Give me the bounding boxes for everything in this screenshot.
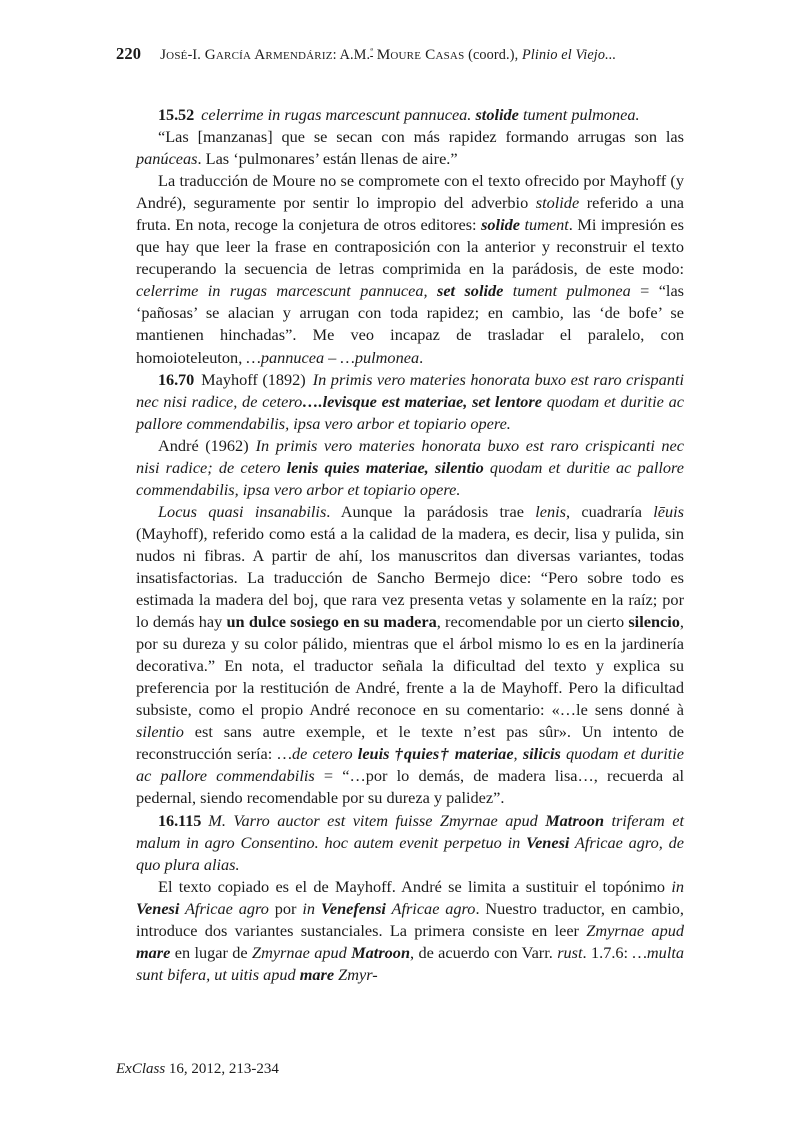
c115-zmyrnae-apud-2: Zmyrnae apud bbox=[252, 942, 352, 962]
locus-reconstruction-comma: , bbox=[513, 744, 523, 764]
commentary-term-set-solide: set solide bbox=[436, 281, 504, 301]
lemma-reference-15-52: 15.52 bbox=[158, 105, 195, 124]
paragraph-lemma-andre bbox=[136, 435, 684, 501]
running-head-ordinal: ª bbox=[370, 47, 373, 58]
commentary-term-tument: tument bbox=[519, 215, 569, 235]
lemma-text-b-bold: stolide bbox=[475, 105, 519, 124]
locus-text-j: , por su dureza y su color pálido, mientras que el árbol mismo lo es en la jardinería decorativa.” En nota, el traductor señala la dificultad del texto y explica su preferencia por la restitución de André, frente a la de Mayhoff. Pero la dificultad subsiste, como el propio André reconoce en su comentario: «…le sens donné à bbox=[136, 612, 684, 720]
c115-venesi: Venesi bbox=[136, 898, 180, 918]
translation-text-a: “Las [manzanas] que se secan con más rapidez formando arrugas son las bbox=[158, 127, 684, 147]
page-folio-number: 220 bbox=[116, 44, 142, 63]
lemma-115-venesi: Venesi bbox=[526, 832, 570, 852]
c115-in-1: in bbox=[671, 876, 684, 896]
lemma-115-text-c: triferam et malum in agro Consentino. hoc autem evenit perpetuo in bbox=[136, 810, 684, 852]
paragraph-lemma-16-70-mayhoff bbox=[136, 369, 684, 435]
locus-term-leuis: lēuis bbox=[653, 501, 685, 521]
commentary-text-l: . bbox=[419, 347, 424, 367]
c115-zmyr-catchword: Zmyr- bbox=[334, 964, 378, 984]
locus-text-f: (Mayhoff), referido como está a la calidad de la madera, es decir, lisa y pulida, sin nudos ni fibras. A partir de ahí, los manuscritos dan diversas variantes, todas insatisfactorias. La traducción de Sancho Bermejo dice: “Pero sobre todo es estimada la madera del boj, que rara vez presenta vetas y solamente en la raíz; por lo demás hay bbox=[136, 523, 684, 632]
c115-text-i: . Nuestro traductor, en cambio, introduce dos variantes sustanciales. La primera consiste en leer bbox=[136, 898, 684, 940]
c115-varro-quote: …multa sunt bifera, ut uitis apud bbox=[136, 942, 685, 984]
c115-zmyrnae-apud-1: Zmyrnae apud bbox=[586, 920, 684, 940]
running-head-editor-smallcaps: Moure Casas bbox=[376, 46, 465, 63]
running-head-separator: : A.M. bbox=[332, 47, 371, 63]
c115-mare-2: mare bbox=[299, 964, 335, 984]
locus-text-h: , recomendable por un cierto bbox=[436, 612, 629, 632]
andre-text-b-bold: lenis quies materiae, silentio bbox=[286, 457, 484, 477]
lemma-reference-16-115: 16.115 bbox=[158, 810, 202, 830]
locus-quote-dulce-sosiego: un dulce sosiego en su madera bbox=[226, 612, 437, 632]
lemma-115-matroon: Matroon bbox=[545, 810, 605, 830]
running-head-editor-suffix: (coord.), bbox=[464, 47, 522, 63]
locus-quote-silencio: silencio bbox=[628, 612, 680, 632]
lemma-reference-16-70: 16.70 bbox=[158, 369, 195, 389]
commentary-text-c: referido a una fruta. En nota, recoge la conjetura de otros editores: bbox=[136, 193, 685, 235]
commentary-term-stolide: stolide bbox=[535, 193, 580, 213]
text-column bbox=[136, 104, 684, 986]
paragraph-commentary-locus bbox=[136, 501, 684, 810]
locus-reconstruction-tail: quodam et duritie ac pallore commendabilis bbox=[136, 744, 685, 786]
paragraph-commentary-16-115 bbox=[136, 876, 684, 986]
lemma-source-mayhoff: Mayhoff (1892) bbox=[201, 369, 306, 389]
c115-in-2: in bbox=[302, 898, 321, 918]
c115-text-a: El texto copiado es el de Mayhoff. André se limita a sustituir el topónimo bbox=[158, 876, 672, 896]
c115-text-o: , de acuerdo con Varr. bbox=[410, 942, 558, 962]
lemma-115-text-e: Africae agro, de quo plura alias. bbox=[136, 832, 684, 874]
commentary-quote-tument-pulmonea: tument pulmonea bbox=[503, 281, 631, 301]
running-head-citation bbox=[160, 46, 616, 64]
commentary-text-a: La traducción de Moure no se compromete con el texto ofrecido por Mayhoff (y André), seguramente por sentir lo impropio del adverbio bbox=[136, 171, 684, 213]
lemma-text-a: celerrime in rugas marcescunt pannucea. bbox=[201, 105, 476, 124]
footer-journal-name: ExClass bbox=[116, 1061, 166, 1077]
running-head-author-initial: -I. bbox=[187, 47, 205, 63]
locus-reconstruction-leuis-quies: leuis †quies† materiae bbox=[357, 744, 514, 764]
running-head-booktitle: Plinio el Viejo... bbox=[521, 47, 617, 63]
c115-africae-agro-1: Africae agro bbox=[179, 898, 269, 918]
lemma-text-c: tument pulmonea. bbox=[518, 105, 640, 124]
locus-text-d: , cuadraría bbox=[566, 501, 654, 521]
lemma-source-andre: André (1962) bbox=[158, 435, 249, 455]
locus-term-lenis: lenis bbox=[535, 501, 566, 521]
lemma-115-text-a: M. Varro auctor est vitem fuisse Zmyrnae apud bbox=[208, 810, 546, 830]
c115-text-e: por bbox=[268, 898, 303, 918]
locus-term-silentio: silentio bbox=[136, 722, 184, 742]
locus-text-b: . Aunque la parádosis trae bbox=[326, 501, 536, 521]
c115-mare-1: mare bbox=[136, 942, 171, 962]
running-head-author-smallcaps-last: García Armendáriz bbox=[204, 46, 333, 63]
page-footer bbox=[116, 1061, 279, 1078]
paragraph-lemma-15-52 bbox=[136, 104, 684, 126]
running-head-author-smallcaps-first: José bbox=[160, 46, 188, 63]
c115-africae-agro-2: Africae agro bbox=[385, 898, 476, 918]
c115-venefensi: Venefensi bbox=[320, 898, 386, 918]
translation-text-c: . Las ‘pulmonares’ están llenas de aire.” bbox=[197, 149, 458, 169]
commentary-homoioteleuton: …pannucea – …pulmonea bbox=[246, 347, 420, 367]
locus-text-r: = “…por lo demás, de madera lisa…, recuerda al pedernal, siendo recomendable por su dureza y palidez”. bbox=[136, 766, 684, 808]
c115-text-l: en lugar de bbox=[170, 942, 253, 962]
paragraph-translation-15-52 bbox=[136, 126, 684, 170]
commentary-term-solide: solide bbox=[481, 215, 520, 235]
paragraph-lemma-16-115 bbox=[136, 810, 684, 876]
commentary-text-j: = “las ‘pañosas’ se alacian y arrugan con toda rapidez; en cambio, las ‘de bofe’ se mantienen hinchadas”. Me veo incapaz de trasladar el paralelo, con homoioteleuton, bbox=[136, 281, 685, 367]
mayhoff-text-c: quodam et duritie ac pallore commendabilis, ipsa vero arbor et topiario opere. bbox=[136, 391, 684, 433]
locus-reconstruction-a: …de cetero bbox=[277, 744, 358, 764]
mayhoff-text-a: In primis vero materies honorata buxo est raro crispanti nec nisi radice, de cetero bbox=[136, 369, 684, 411]
c115-rust: rust bbox=[557, 942, 583, 962]
commentary-quote-celerrime: celerrime in rugas marcescunt pannucea, bbox=[136, 281, 437, 301]
andre-text-a: In primis vero materies honorata buxo est raro crispicanti nec nisi radice; de cetero bbox=[136, 435, 684, 477]
paragraph-commentary-moure bbox=[136, 170, 684, 368]
locus-text-l: est sans autre exemple, et le texte n’est pas sûr». Un intento de reconstrucción sería: bbox=[136, 722, 684, 764]
c115-text-q: . 1.7.6: bbox=[582, 942, 633, 962]
mayhoff-text-b-bold: ….levisque est materiae, set lentore bbox=[302, 391, 542, 411]
running-head bbox=[116, 44, 688, 68]
translation-term-panuceas: panúceas bbox=[136, 149, 198, 169]
c115-matroon: Matroon bbox=[351, 942, 411, 962]
footer-citation: 16, 2012, 213-234 bbox=[165, 1061, 279, 1077]
commentary-text-f: . Mi impresión es que hay que leer la frase en contraposición con la anterior y reconstruir el texto recuperando la secuencia de letras comprimida en la parádosis, de este modo: bbox=[136, 215, 684, 279]
andre-text-c: quodam et duritie ac pallore commendabilis, ipsa vero arbor et topiario opere. bbox=[136, 457, 684, 499]
commentary-locus-heading: Locus quasi insanabilis bbox=[158, 501, 327, 521]
locus-reconstruction-silicis: silicis bbox=[522, 744, 561, 764]
